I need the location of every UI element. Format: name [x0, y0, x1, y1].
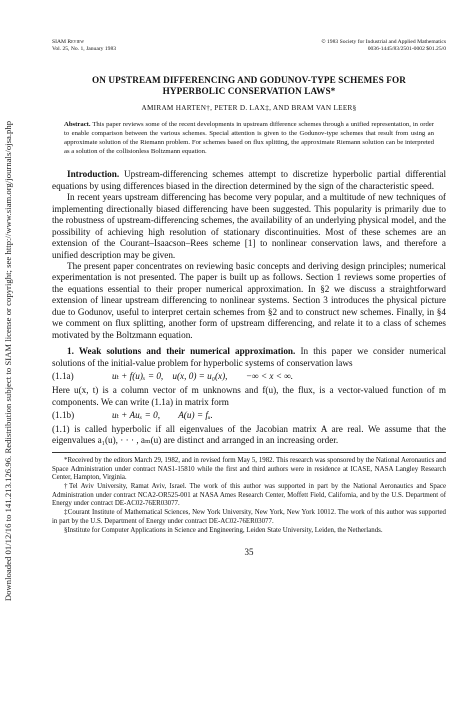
- footnote-harten: †Tel Aviv University, Ramat Aviv, Israel. The work of this author was supported in part by the National Aeronautics and Space Administration under contract NCA2-OR525-001 at NASA Ames Research Center, Moffett Field, California, and by the U.S. Department of Energy under contract DE-AC02-76ER03077.: [52, 483, 446, 508]
- section1-paragraph-3: (1.1) is called hyperbolic if all eigenvalues of the Jacobian matrix A are real. We assume that the eigenvalues a₁(u), · · · , aₘ(u) are distinct and arranged in an increasing order.: [52, 423, 446, 446]
- journal-name: SIAM Review: [52, 39, 84, 45]
- title-line-1: ON UPSTREAM DIFFERENCING AND GODUNOV-TYPE SCHEMES FOR: [92, 75, 406, 85]
- running-header: [52, 39, 446, 53]
- intro-paragraph-3: The present paper concentrates on reviewing basic concepts and deriving design principles; numerical experimentation is not presented. The paper is built up as follows. Section 1 reviews some properties of the equations essential to their proper numerical approximation. In §2 we discuss a straightforward extension of linear upstream differencing to nonlinear systems. Section 3 introduces the physical picture due to Godunov, useful to interpret certain schemes from §2 and to construct new schemes. Finally, in §4 we comment on flux splitting, another form of upstream differencing, and relate it to a class of schemes motivated by the Boltzmann equation.: [52, 261, 446, 340]
- equation-1-1a: [52, 369, 446, 385]
- download-stamp-text: Downloaded 01/12/16 to 141.213.126.96. Redistribution subject to SIAM license or copyright; see http://www.siam.org/journals/ojsa.php: [3, 120, 13, 602]
- intro-p1-text: Upstream-differencing schemes attempt to discretize hyperbolic partial differential equations by using differences biased in the direction determined by the sign of the characteristic speed.: [52, 169, 447, 191]
- abstract-text: This paper reviews some of the recent developments in upstream difference schemes through a unified representation, in order to enable comparison between the various schemes. Special attention is given to the Godunov-type schemes that result from using an approximate solution of the Riemann problem. For schemes based on flux splitting, the approximate Riemann solution can be interpreted as a solution of the collisionless Boltzmann equation.: [64, 121, 434, 156]
- journal-volume: Vol. 25, No. 1, January 1983: [52, 46, 117, 52]
- page-number: 35: [244, 547, 254, 558]
- running-header-right: [321, 39, 446, 53]
- download-stamp: [1, 30, 15, 692]
- equation-1-1b: [52, 408, 446, 424]
- section1-paragraph-1: [52, 346, 446, 369]
- footnote-vanleer: §Institute for Computer Applications in Science and Engineering, Leiden State University, Leiden, the Netherlands.: [64, 526, 383, 534]
- equation-1-1b-number: (1.1b): [52, 410, 75, 421]
- section1-paragraph-2: Here u(x, t) is a column vector of m unknowns and f(u), the flux, is a vector-valued function of m components. We can write (1.1a) in matrix form: [52, 385, 446, 407]
- body-text: [52, 169, 446, 447]
- title-line-2: HYPERBOLIC CONSERVATION LAWS*: [162, 86, 336, 96]
- intro-paragraph-2: In recent years upstream differencing has become very popular, and a multitude of new techniques of implementing directionally biased differencing have been suggested. This popularity is primarily due to the robustness of upstream-differencing schemes, the availability of an underlying physical model, and the possibility of achieving high resolution of stationary discontinuities. Most of these schemes are an extension of the Courant–Isaacson–Rees scheme [1] to nonlinear conservation laws, and therefore a unified description may be given.: [52, 192, 446, 260]
- equation-1-1a-number: (1.1a): [52, 371, 74, 382]
- intro-heading: Introduction.: [67, 169, 120, 180]
- running-header-left: [52, 39, 116, 53]
- abstract: [52, 120, 446, 156]
- copyright-line: © 1983 Society for Industrial and Applied Mathematics: [321, 39, 446, 45]
- intro-paragraph-1: [52, 169, 446, 192]
- paper-page: [52, 39, 446, 557]
- section1-heading: 1. Weak solutions and their numerical approximation.: [67, 346, 296, 357]
- section1-p1-text: In this paper we consider numerical solutions of the initial-value problem for hyperbolic systems of conservation laws: [52, 346, 447, 368]
- footnotes: [52, 457, 446, 535]
- equation-1-1b-expression: uₜ + Auₓ = 0, A(u) = fᵤ.: [112, 410, 213, 421]
- paper-title: [52, 75, 446, 97]
- abstract-label: Abstract.: [64, 121, 91, 128]
- article-code: 0036-1445/83/2501-0002 $01.25/0: [367, 46, 446, 52]
- footnote-rule: [52, 452, 446, 453]
- footnote-received: *Received by the editors March 29, 1982, and in revised form May 5, 1982. This research was sponsored by the National Aeronautics and Space Administration under contract NAS1-15810 while the first and third authors were in residence at ICASE, NASA Langley Research Center, Hampton, Virginia.: [52, 456, 446, 482]
- author-list: AMIRAM HARTEN†, PETER D. LAX‡, AND BRAM VAN LEER§: [141, 104, 357, 112]
- footnote-lax: ‡Courant Institute of Mathematical Sciences, New York University, New York, New York 10012. The work of this author was supported in part by the U.S. Department of Energy under contract DE-AC02-76ER03077.: [52, 509, 446, 525]
- equation-1-1a-expression: uₜ + f(u)ₓ = 0, u(x, 0) = u₀(x), −∞ < x < ∞.: [112, 371, 294, 382]
